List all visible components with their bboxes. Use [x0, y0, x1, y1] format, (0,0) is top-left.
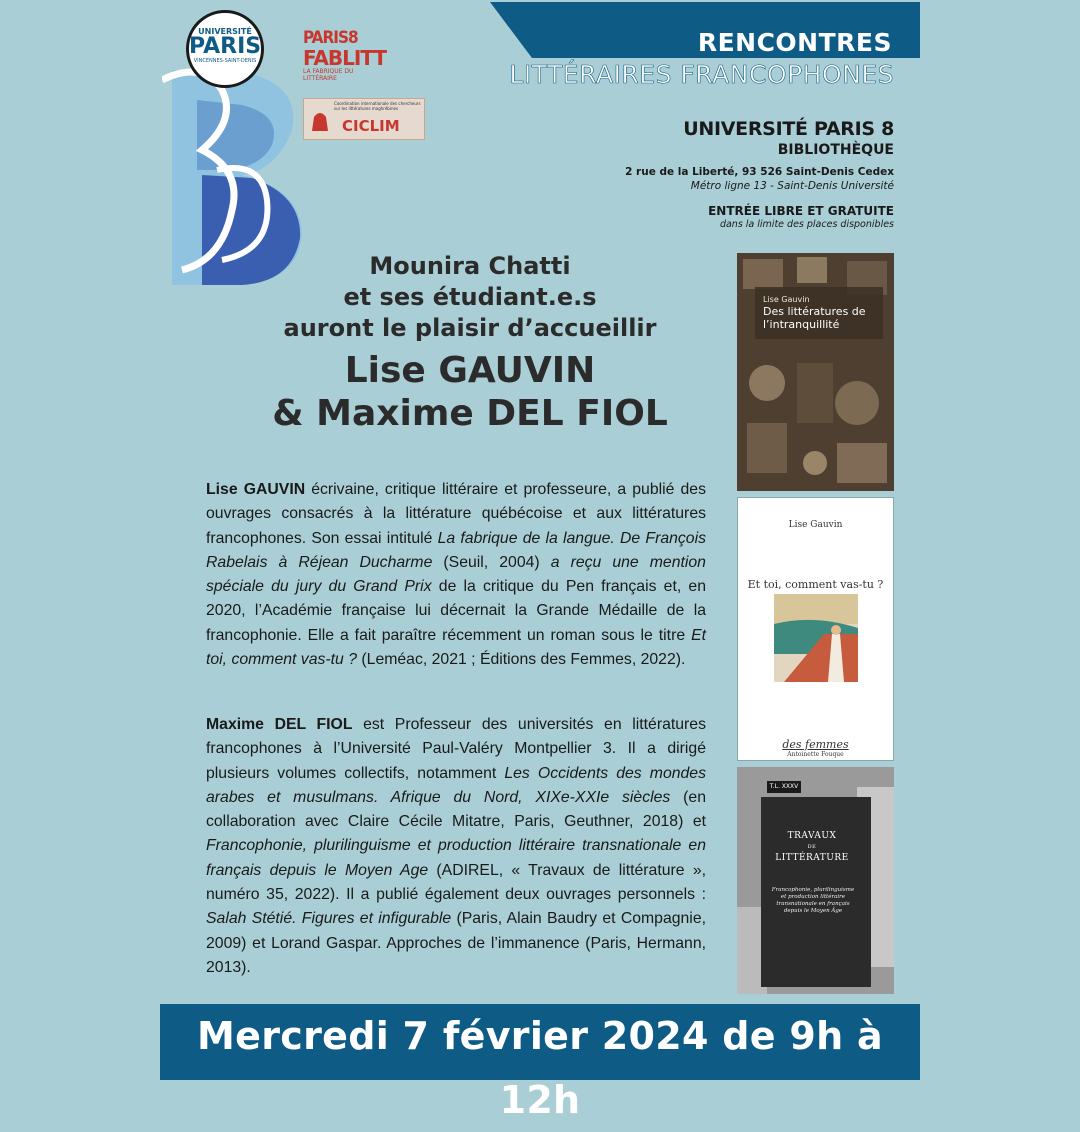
- bio2-italic-2: Francophonie, plurilinguisme et production littéraire transnationale en français depuis le Moyen Age: [206, 837, 706, 879]
- venue-block: [625, 118, 894, 230]
- bio2-text-2: (en collaboration avec Claire Cécile Mitatre, Paris, Geuthner, 2018) et: [206, 788, 706, 831]
- ciclim-description: Coordination internationale des chercheurs sur les littératures maghrébines: [334, 101, 421, 111]
- bio1-text-1: écrivaine, critique littéraire et professeure, a publié des ouvrages consacrés à la littérature québécoise et aux littératures francophones. Son essai intitulé: [206, 481, 706, 547]
- venue-entry: ENTRÉE LIBRE ET GRATUITE: [708, 204, 894, 218]
- fablitt-logo-top: PARIS8: [303, 28, 358, 48]
- fablitt-logo: [303, 28, 387, 94]
- book-cover-et-toi: [737, 497, 894, 761]
- headline-guest-1: Lise GAUVIN: [344, 350, 596, 391]
- venue-metro: Métro ligne 13 - Saint-Denis Université: [690, 180, 894, 192]
- bio2-text-4: (Paris, Alain Baudry et Compagnie, 2009) et Lorand Gaspar. Approches de l’immanence (Paris, Hermann, 2013).: [206, 910, 706, 976]
- bio2-italic-3: Salah Stétié. Figures et infigurable: [206, 910, 452, 928]
- bio1-italic-1: La fabrique de la langue. De François Rabelais à Réjean Ducharme: [206, 529, 707, 571]
- book2-title: Et toi, comment vas-tu ?: [747, 578, 884, 591]
- venue-university: UNIVERSITÉ PARIS 8: [683, 118, 894, 140]
- bio1-italic-3: Et toi, comment vas-tu ?: [206, 626, 706, 669]
- paris8-logo-sub: VINCENNES-SAINT-DENIS: [193, 58, 257, 64]
- bio1-text-2: (Seuil, 2004): [432, 553, 551, 571]
- paris8-logo-main: PARIS: [189, 34, 262, 59]
- bio1-name: Lise GAUVIN: [206, 481, 306, 498]
- header-subtitle: LITTÉRAIRES FRANCOPHONES: [509, 60, 894, 89]
- headline-students: et ses étudiant.e.s: [343, 283, 597, 311]
- book2-author: Lise Gauvin: [788, 520, 843, 530]
- fablitt-logo-main: FABLITT: [303, 46, 387, 70]
- bio2-text-3: (ADIREL, « Travaux de littérature », numéro 35, 2022). Il a publié également deux ouvrages personnels :: [206, 861, 706, 904]
- paris8-logo-top: UNIVERSITÉ: [198, 27, 252, 36]
- fablitt-logo-sub: LA FABRIQUE DU LITTÉRAIRE: [303, 68, 354, 82]
- book3-subtitle: Francophonie, plurilinguisme et production littéraire transnationale en français depuis le Moyen Âge: [771, 887, 855, 914]
- bio2-text-1: est Professeur des universités en littératures francophones à l’Université Paul-Valéry Montpellier 3. Il a dirigé plusieurs volumes collectifs, notamment: [206, 716, 706, 782]
- book-cover-travaux: [737, 767, 894, 994]
- book1-author: Lise Gauvin: [763, 295, 810, 304]
- headline-welcome: auront le plaisir d’accueillir: [283, 314, 657, 342]
- ciclim-name: CICLIM: [342, 117, 400, 135]
- headline-guest-2: & Maxime DEL FIOL: [272, 393, 668, 434]
- book2-publisher: [738, 738, 893, 758]
- book3-volume: T.L. XXXV: [767, 781, 801, 793]
- bio1-text-4: (Leméac, 2021 ; Éditions des Femmes, 2022).: [357, 651, 686, 669]
- headline-host: Mounira Chatti: [369, 252, 571, 280]
- background-right: [920, 0, 1080, 1080]
- venue-address: 2 rue de la Liberté, 93 526 Saint-Denis Cedex: [625, 166, 894, 178]
- book-cover-intranquillite: [737, 253, 894, 491]
- event-date: Mercredi 7 février 2024 de 9h à 12h: [197, 1014, 883, 1122]
- background-left: [0, 0, 160, 1080]
- ciclim-logo: [303, 98, 425, 140]
- venue-library: BIBLIOTHÈQUE: [777, 142, 894, 158]
- book3-title-3: LITTÉRATURE: [775, 853, 849, 863]
- ciclim-icon: [310, 107, 330, 133]
- paris8-logo: [186, 10, 264, 88]
- bio-lise-gauvin: [206, 478, 706, 672]
- bio-maxime-del-fiol: [206, 713, 706, 980]
- book3-title-1: TRAVAUX: [787, 831, 837, 841]
- header-title: RENCONTRES: [697, 28, 892, 57]
- book1-title: Des littératures de l’intranquillité: [763, 305, 866, 331]
- book1-artwork: [737, 253, 894, 491]
- book2-painting: [774, 594, 858, 682]
- bio2-name: Maxime DEL FIOL: [206, 716, 353, 733]
- book2-publisher-name: des femmes: [782, 738, 849, 751]
- venue-limit: dans la limite des places disponibles: [719, 219, 894, 230]
- book3-title-2: DE: [807, 844, 817, 850]
- headline: [220, 250, 720, 436]
- book3-title: [767, 831, 857, 864]
- bio1-italic-2: a reçu une mention spéciale du jury du Grand Prix: [206, 553, 706, 596]
- bio2-italic-1: Les Occidents des mondes arabes et musulmans. Afrique du Nord, XIXe-XXIe siècles: [206, 764, 706, 806]
- book2-publisher-sub: Antoinette Fouque: [787, 751, 844, 758]
- bio1-text-3: de la critique du Pen français et, en 2020, l’Académie française lui décernait la Grande Médaille de la francophonie. Elle a fait paraître récemment un roman sous le titre: [206, 578, 706, 644]
